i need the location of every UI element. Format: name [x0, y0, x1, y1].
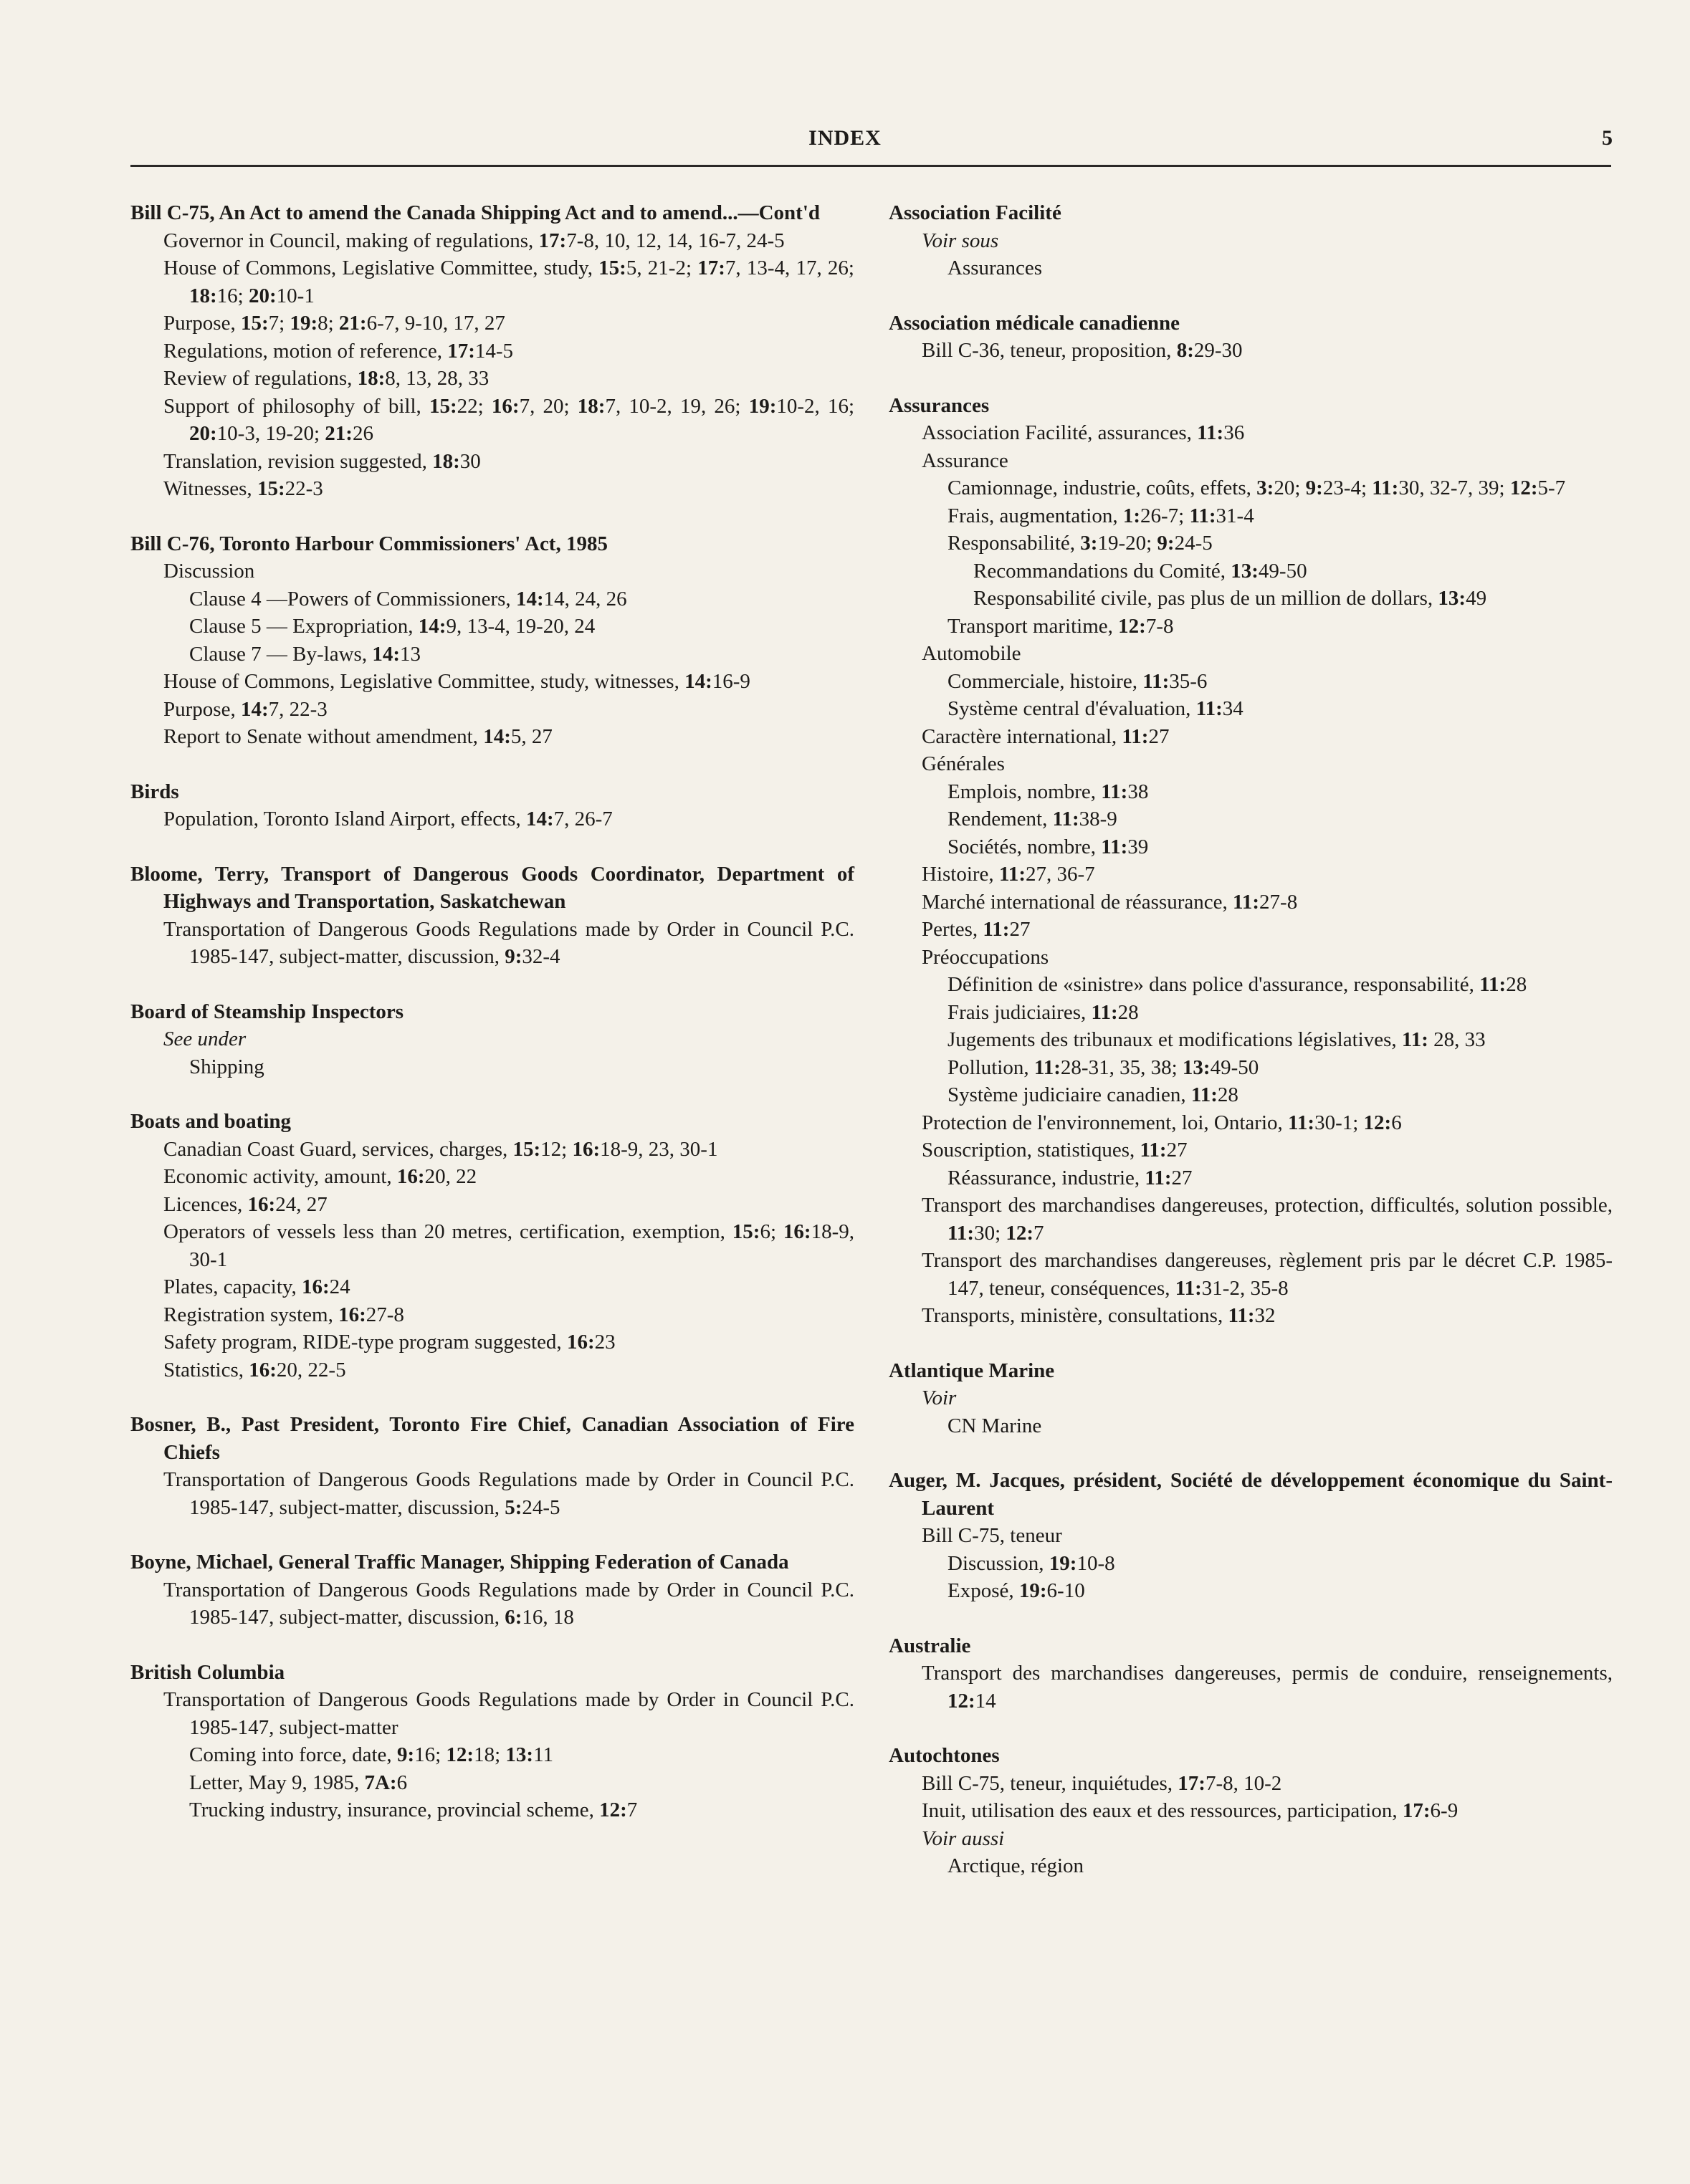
- index-subentry: Recommandations du Comité, 13:49-50: [973, 559, 1307, 583]
- index-subentry: Purpose, 15:7; 19:8; 21:6-7, 9-10, 17, 27: [163, 312, 505, 335]
- index-subentry: Voir sous: [922, 229, 999, 252]
- index-subentry: Système judiciaire canadien, 11:28: [947, 1083, 1238, 1106]
- index-entry-heading: Bill C-75, An Act to amend the Canada Shipping Act and to amend...—Cont'd: [130, 201, 820, 224]
- index-subentry: Trucking industry, insurance, provincial scheme, 12:7: [189, 1799, 638, 1821]
- index-entry-heading: Boyne, Michael, General Traffic Manager, Shipping Federation of Canada: [130, 1551, 789, 1574]
- index-subentry: Jugements des tribunaux et modifications législatives, 11: 28, 33: [947, 1028, 1486, 1051]
- index-subentry: Association Facilité, assurances, 11:36: [922, 421, 1245, 444]
- right-index-column: [889, 199, 1613, 1907]
- index-entry: [889, 310, 1613, 365]
- index-subentry: Operators of vessels less than 20 metres, certification, exemption, 15:6; 16:18-9, 30-1: [163, 1220, 855, 1271]
- left-index-column: [130, 199, 854, 1852]
- index-subentry: Préoccupations: [922, 945, 1049, 969]
- index-entry-heading: Bloome, Terry, Transport of Dangerous Goods Coordinator, Department of Highways and Transportation, Saskatchewan: [130, 862, 854, 913]
- index-subentry: Regulations, motion of reference, 17:14-5: [163, 339, 514, 363]
- index-entry-heading: Australie: [889, 1634, 971, 1657]
- index-entry: [130, 778, 854, 833]
- page-header-title: INDEX: [808, 126, 882, 150]
- index-subentry: Inuit, utilisation des eaux et des ressources, participation, 17:6-9: [922, 1799, 1459, 1822]
- index-subentry: See under: [163, 1028, 247, 1050]
- index-subentry: Voir aussi: [922, 1826, 1005, 1850]
- index-subentry: Responsabilité civile, pas plus de un million de dollars, 13:49: [973, 587, 1487, 610]
- index-entry: [130, 1548, 854, 1632]
- index-entry-heading: Association médicale canadienne: [889, 311, 1180, 335]
- index-entry-heading: Association Facilité: [889, 201, 1061, 224]
- index-subentry: Statistics, 16:20, 22-5: [163, 1358, 346, 1381]
- index-entry: [130, 1659, 854, 1824]
- index-entry-heading: Board of Steamship Inspectors: [130, 1000, 404, 1023]
- index-subentry: Responsabilité, 3:19-20; 9:24-5: [947, 532, 1213, 555]
- index-subentry: Transport maritime, 12:7-8: [947, 614, 1174, 638]
- index-subentry: Commerciale, histoire, 11:35-6: [947, 669, 1208, 693]
- index-subentry: Exposé, 19:6-10: [947, 1579, 1085, 1602]
- index-subentry: Pollution, 11:28-31, 35, 38; 13:49-50: [947, 1055, 1259, 1079]
- index-subentry: Transport des marchandises dangereuses, protection, difficultés, solution possible, 11:30; 12:7: [922, 1194, 1613, 1245]
- index-subentry: CN Marine: [947, 1414, 1042, 1437]
- index-entry: [130, 998, 854, 1081]
- index-subentry: Translation, revision suggested, 18:30: [163, 449, 481, 473]
- index-subentry: Assurances: [947, 257, 1043, 279]
- index-subentry: Support of philosophy of bill, 15:22; 16:7, 20; 18:7, 10-2, 19, 26; 19:10-2, 16; 20:10-3, 19-20; 21:26: [163, 394, 855, 445]
- index-subentry: Bill C-75, teneur, inquiétudes, 17:7-8, 10-2: [922, 1771, 1282, 1795]
- index-entry: [130, 530, 854, 751]
- index-subentry: Souscription, statistiques, 11:27: [922, 1139, 1188, 1162]
- index-subentry: Caractère international, 11:27: [922, 724, 1170, 748]
- index-subentry: Licences, 16:24, 27: [163, 1192, 328, 1216]
- index-entry-heading: Boats and boating: [130, 1110, 292, 1133]
- index-subentry: Transport des marchandises dangereuses, permis de conduire, renseignements, 12:14: [922, 1662, 1613, 1713]
- index-subentry: Witnesses, 15:22-3: [163, 477, 323, 500]
- index-subentry: Economic activity, amount, 16:20, 22: [163, 1165, 477, 1188]
- index-subentry: Purpose, 14:7, 22-3: [163, 697, 328, 721]
- index-subentry: Assurance: [922, 449, 1008, 472]
- index-subentry: Camionnage, industrie, coûts, effets, 3:20; 9:23-4; 11:30, 32-7, 39; 12:5-7: [947, 476, 1566, 499]
- index-subentry: Arctique, région: [947, 1854, 1084, 1877]
- index-subentry: Frais, augmentation, 1:26-7; 11:31-4: [947, 504, 1254, 527]
- index-subentry: Voir: [922, 1386, 957, 1409]
- index-subentry: Clause 5 — Expropriation, 14:9, 13-4, 19-20, 24: [189, 615, 596, 638]
- index-entry: [130, 1411, 854, 1521]
- index-subentry: Review of regulations, 18:8, 13, 28, 33: [163, 367, 490, 390]
- index-entry: [889, 1357, 1613, 1440]
- index-entry: [889, 1742, 1613, 1880]
- index-entry-heading: Birds: [130, 780, 179, 803]
- index-subentry: Bill C-75, teneur: [922, 1524, 1062, 1547]
- index-subentry: Marché international de réassurance, 11:27-8: [922, 890, 1298, 914]
- index-subentry: Report to Senate without amendment, 14:5, 27: [163, 725, 553, 748]
- index-subentry: Rendement, 11:38-9: [947, 808, 1117, 830]
- index-subentry: Sociétés, nombre, 11:39: [947, 835, 1149, 858]
- index-entry-heading: Assurances: [889, 393, 990, 417]
- index-subentry: Canadian Coast Guard, services, charges, 15:12; 16:18-9, 23, 30-1: [163, 1137, 718, 1161]
- index-subentry: Discussion: [163, 560, 255, 583]
- index-subentry: Transports, ministère, consultations, 11:32: [922, 1304, 1276, 1327]
- index-subentry: Histoire, 11:27, 36-7: [922, 863, 1095, 886]
- index-entry-heading: Autochtones: [889, 1744, 1000, 1767]
- index-entry: [889, 392, 1613, 1330]
- index-subentry: Bill C-36, teneur, proposition, 8:29-30: [922, 339, 1243, 362]
- index-entry-heading: Auger, M. Jacques, président, Société de développement économique du Saint-Laurent: [889, 1469, 1613, 1520]
- index-entry-heading: Bill C-76, Toronto Harbour Commissioners' Act, 1985: [130, 532, 608, 555]
- index-entry-heading: Atlantique Marine: [889, 1359, 1055, 1382]
- index-subentry: Protection de l'environnement, loi, Ontario, 11:30-1; 12:6: [922, 1111, 1402, 1134]
- index-subentry: Définition de «sinistre» dans police d'assurance, responsabilité, 11:28: [947, 973, 1527, 996]
- index-subentry: Pertes, 11:27: [922, 918, 1031, 941]
- index-subentry: Emplois, nombre, 11:38: [947, 780, 1149, 803]
- page-number: 5: [1602, 126, 1613, 150]
- index-subentry: Frais judiciaires, 11:28: [947, 1000, 1139, 1024]
- index-subentry: Plates, capacity, 16:24: [163, 1275, 350, 1298]
- index-subentry: Governor in Council, making of regulations, 17:7-8, 10, 12, 14, 16-7, 24-5: [163, 229, 785, 252]
- index-subentry: Safety program, RIDE-type program suggested, 16:23: [163, 1331, 616, 1354]
- index-subentry: Transportation of Dangerous Goods Regulations made by Order in Council P.C. 1985-147, subject-matter: [163, 1688, 854, 1739]
- index-subentry: Clause 4 —Powers of Commissioners, 14:14, 24, 26: [189, 587, 627, 610]
- index-subentry: Shipping: [189, 1055, 264, 1078]
- index-subentry: Transport des marchandises dangereuses, règlement pris par le décret C.P. 1985-147, teneur, conséquences, 11:31-2, 35-8: [922, 1249, 1613, 1300]
- index-entry-heading: British Columbia: [130, 1660, 285, 1684]
- index-subentry: Générales: [922, 752, 1005, 775]
- index-subentry: Système central d'évaluation, 11:34: [947, 697, 1243, 720]
- index-subentry: Coming into force, date, 9:16; 12:18; 13:11: [189, 1743, 554, 1766]
- index-subentry: Automobile: [922, 642, 1021, 665]
- index-subentry: Transportation of Dangerous Goods Regulations made by Order in Council P.C. 1985-147, subject-matter, discussion, 9:32-4: [163, 917, 854, 968]
- index-entry: [130, 1108, 854, 1384]
- index-subentry: Transportation of Dangerous Goods Regulations made by Order in Council P.C. 1985-147, subject-matter, discussion, 6:16, 18: [163, 1578, 854, 1629]
- index-entry: [889, 1467, 1613, 1605]
- index-entry-heading: Bosner, B., Past President, Toronto Fire Chief, Canadian Association of Fire Chiefs: [130, 1413, 854, 1464]
- index-subentry: House of Commons, Legislative Committee, study, witnesses, 14:16-9: [163, 670, 750, 693]
- index-entry: [889, 199, 1613, 282]
- index-entry: [130, 199, 854, 503]
- index-subentry: Discussion, 19:10-8: [947, 1551, 1115, 1575]
- index-subentry: Letter, May 9, 1985, 7A:6: [189, 1771, 408, 1794]
- index-entry: [889, 1632, 1613, 1715]
- index-subentry: Clause 7 — By-laws, 14:13: [189, 642, 421, 666]
- index-entry: [130, 861, 854, 971]
- index-subentry: Transportation of Dangerous Goods Regulations made by Order in Council P.C. 1985-147, subject-matter, discussion, 5:24-5: [163, 1468, 854, 1519]
- index-subentry: Réassurance, industrie, 11:27: [947, 1166, 1193, 1189]
- index-subentry: House of Commons, Legislative Committee, study, 15:5, 21-2; 17:7, 13-4, 17, 26; 18:16; 20:10-1: [163, 257, 854, 307]
- index-subentry: Population, Toronto Island Airport, effects, 14:7, 26-7: [163, 808, 613, 830]
- index-subentry: Registration system, 16:27-8: [163, 1303, 404, 1326]
- header-rule: [130, 165, 1611, 167]
